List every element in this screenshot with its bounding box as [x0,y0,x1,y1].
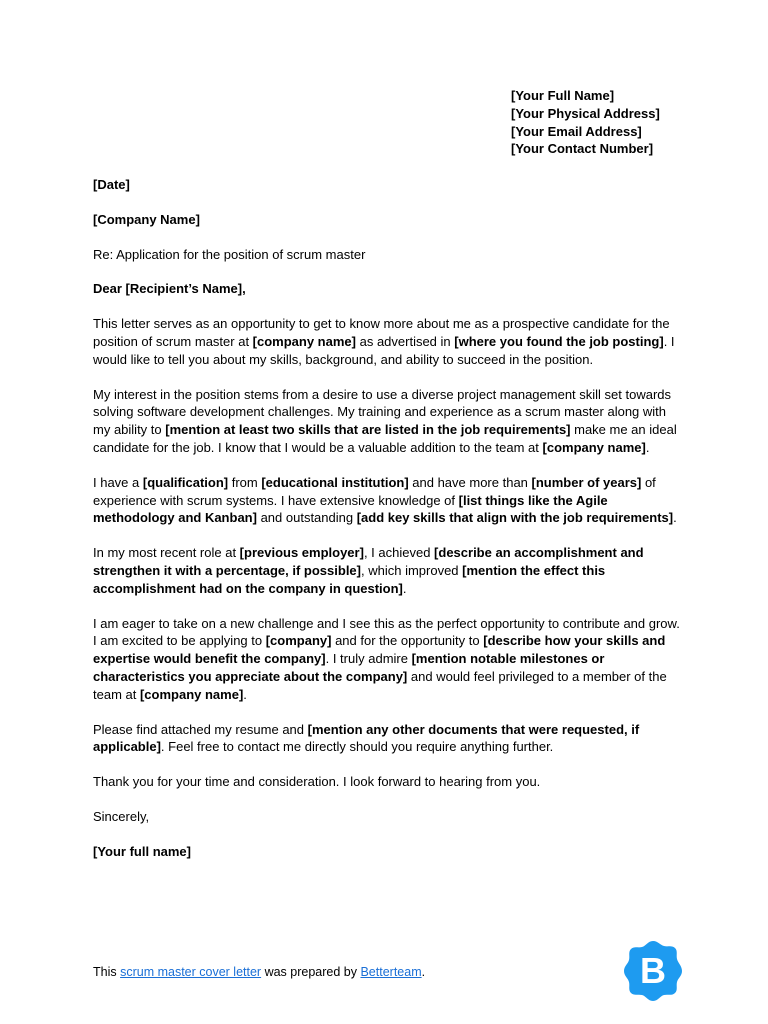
paragraph-attachments [93,721,683,757]
text: Please find attached my resume and [93,721,308,737]
text: , which improved [361,562,463,578]
text: , I achieved [363,545,435,561]
text: . I truly admire [325,651,412,667]
paragraph-thanks: Thank you for your time and consideration. I look forward to hearing from you. [93,774,541,790]
paragraph-qualifications [93,474,683,527]
text: My interest in the position stems from a desire to use a diverse project management skill set towards solving software development challenges. My training and experience as a scrum master along with my ability to [93,386,672,438]
sender-full-name: [Your Full Name] [511,88,615,103]
text: . [243,686,247,702]
text: and outstanding [256,510,357,526]
placeholder-text: [company name] [542,439,646,455]
footer-text: . [421,965,426,979]
text: . I would like to tell you about my skills, background, and ability to succeed in the position. [93,333,675,367]
letter-body [93,176,683,861]
paragraph-intro [93,315,683,368]
placeholder-text: [previous employer] [239,545,364,561]
placeholder-text: [qualification] [142,474,229,490]
paragraph-interest [93,386,683,457]
text: and have more than [408,474,532,490]
text: make me an ideal candidate for the job. I know that I would be a valuable addition to the team at [93,422,677,455]
text: as advertised in [355,333,455,349]
placeholder-text: [describe how your skills and expertise would benefit the company] [93,633,666,667]
closing: Sincerely, [93,808,150,824]
footer-credit [93,964,425,981]
placeholder-text: [number of years] [531,474,642,490]
company-line: [Company Name] [93,211,200,227]
text: of experience with scrum systems. I have extensive knowledge of [93,474,656,508]
sender-address: [Your Physical Address] [511,105,660,121]
placeholder-text: [company name] [252,333,356,349]
date-line: [Date] [93,177,130,192]
text: This letter serves as an opportunity to get to know more about me as a prospective candidate for the position of scrum master at [93,316,670,349]
paragraph-eager [93,615,683,704]
subject-line: Re: Application for the position of scrum master [93,246,366,262]
text: . [645,439,650,455]
text: I am eager to take on a new challenge and I see this as the perfect opportunity to contribute and grow. I am excited to be applying to [93,615,680,649]
text: . [402,580,407,596]
text: In my most recent role at [93,545,240,561]
placeholder-text: [company] [265,633,332,649]
text: . Feel free to contact me directly should you require anything further. [160,739,554,755]
sender-email: [Your Email Address] [511,123,642,139]
placeholder-text: [mention the effect this accomplishment had on the company in question] [93,562,606,596]
sender-phone: [Your Contact Number] [511,141,654,157]
text: and would feel privileged to a member of the team at [93,668,667,702]
text: and for the opportunity to [331,633,484,649]
signature: [Your full name] [93,843,191,859]
text: . [673,510,677,526]
placeholder-text: [educational institution] [261,474,409,490]
placeholder-text: [describe an accomplishment and strengthen it with a percentage, if possible] [93,545,644,578]
placeholder-text: [where you found the job posting] [454,333,664,349]
placeholder-text: [mention at least two skills that are listed in the job requirements] [165,422,571,438]
betterteam-badge-icon [620,938,686,1004]
placeholder-text: [add key skills that align with the job requirements] [356,510,674,526]
badge-letter: B [640,950,666,991]
betterteam-link[interactable]: Betterteam [360,965,422,979]
paragraph-recent-role [93,544,683,597]
text: from [228,474,262,490]
scrum-master-cover-letter-link[interactable]: scrum master cover letter [120,965,262,979]
text: I have a [93,474,143,490]
placeholder-text: [mention any other documents that were requested, if applicable] [93,721,640,755]
salutation: Dear [Recipient’s Name], [93,281,246,297]
sender-block [511,87,660,158]
placeholder-text: [mention notable milestones or characteristics you appreciate about the company] [93,651,605,684]
footer-text: was prepared by [261,965,361,979]
placeholder-text: [company name] [139,686,244,702]
footer-text: This [93,965,121,979]
placeholder-text: [list things like the Agile methodology and Kanban] [93,492,608,526]
